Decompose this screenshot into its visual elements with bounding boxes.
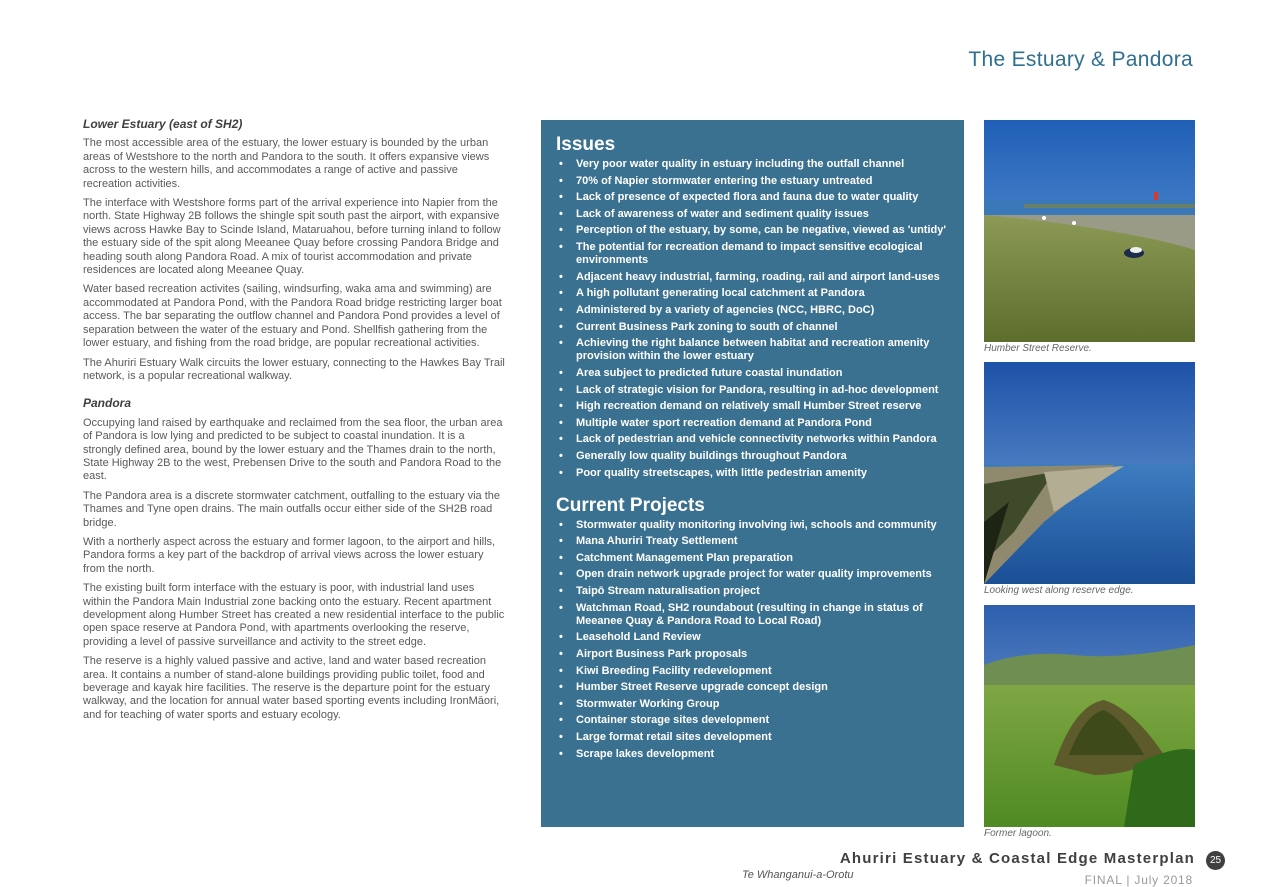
list-item: • Watchman Road, SH2 roundabout (resulting in change in status of Meeanee Quay & Pandora Road to Local Road) bbox=[556, 602, 954, 628]
list-item: • Humber Street Reserve upgrade concept design bbox=[556, 681, 954, 694]
paragraph: The existing built form interface with the estuary is poor, with industrial land uses within the Pandora Main Industrial zone backing onto the estuary. Recent apartment development along Humber Street has created a new residential interface to the public open space reserve at Pandora Pond, with apartments overlooking the reserve, providing a level of passive surveillance and activity to the street edge. bbox=[83, 582, 505, 648]
list-item: • High recreation demand on relatively small Humber Street reserve bbox=[556, 400, 954, 413]
list-item: • Airport Business Park proposals bbox=[556, 648, 954, 661]
issues-heading: Issues bbox=[556, 134, 616, 155]
photo-reserve-edge bbox=[984, 362, 1195, 584]
issues-list bbox=[556, 158, 954, 480]
paragraph: The reserve is a highly valued passive and active, land and water based recreation area. It contains a number of stand-alone buildings providing public toilet, food and beverage and kayak hire facilities. The reserve is the departure point for the estuary walkway, and the location for annual water based sporting events including IronMāori, and for teaching of water sports and estuary ecology. bbox=[83, 655, 500, 721]
paragraph: Water based recreation activites (sailing, windsurfing, waka ama and swimming) are accommodated at Pandora Pond, with the Pandora Road bridge restricting larger boat access. The bar separating the outflow channel and Pandora Pond provides a level of separation between the water of the estuary and Pond. Shellfish gathering from the lower estuary, and fishing from the road bridge, are popular recreational activities. bbox=[83, 283, 502, 350]
list-item: • Large format retail sites development bbox=[556, 731, 954, 744]
list-item: • Adjacent heavy industrial, farming, roading, rail and airport land-uses bbox=[556, 271, 954, 284]
list-item: • Mana Ahuriri Treaty Settlement bbox=[556, 535, 954, 548]
list-item: • Area subject to predicted future coastal inundation bbox=[556, 367, 954, 380]
list-item: • Lack of strategic vision for Pandora, resulting in ad-hoc development bbox=[556, 384, 954, 397]
list-item: • Achieving the right balance between habitat and recreation amenity provision within the lower estuary bbox=[556, 337, 954, 363]
list-item: • Kiwi Breeding Facility redevelopment bbox=[556, 665, 954, 678]
lower-estuary-heading: Lower Estuary (east of SH2) bbox=[83, 117, 243, 131]
list-item: • Perception of the estuary, by some, can be negative, viewed as 'untidy' bbox=[556, 224, 954, 237]
list-item: • Container storage sites development bbox=[556, 714, 954, 727]
list-item: • Administered by a variety of agencies (NCC, HBRC, DoC) bbox=[556, 304, 954, 317]
list-item: • The potential for recreation demand to impact sensitive ecological environments bbox=[556, 241, 954, 267]
list-item: • Lack of awareness of water and sediment quality issues bbox=[556, 208, 954, 221]
paragraph: The most accessible area of the estuary, the lower estuary is bounded by the urban areas of Westshore to the north and Pandora to the south. It offers expansive views across to the western hills, and accommodates a range of active and passive recreation activities. bbox=[83, 137, 490, 190]
list-item: • Lack of pedestrian and vehicle connectivity networks within Pandora bbox=[556, 433, 954, 446]
list-item: • Stormwater quality monitoring involving iwi, schools and community bbox=[556, 519, 954, 532]
list-item: • Lack of presence of expected flora and fauna due to water quality bbox=[556, 191, 954, 204]
list-item: • Catchment Management Plan preparation bbox=[556, 552, 954, 565]
list-item: • Scrape lakes development bbox=[556, 748, 954, 761]
current-projects-heading: Current Projects bbox=[556, 494, 705, 516]
photo-caption: Former lagoon. bbox=[984, 828, 1052, 839]
paragraph: With a northerly aspect across the estuary and former lagoon, to the airport and hills, Pandora forms a key part of the backdrop of arrival views across the lower estuary from the north. bbox=[83, 535, 496, 575]
photo-caption: Humber Street Reserve. bbox=[984, 343, 1092, 354]
list-item: • Current Business Park zoning to south of channel bbox=[556, 321, 954, 334]
paragraph: The interface with Westshore forms part of the arrival experience into Napier from the north. State Highway 2B follows the shingle spit south past the airport, with expansive views across Hawke Bay to Scinde Island, Mataruahou, before turning inland to follow the estuary side of the spit along Meeanee Quay before crossing Pandora Bridge and heading south along Pandora Road. A mix of tourist accommodation and private residences are located along Meeanee Quay. bbox=[83, 197, 501, 277]
list-item: • A high pollutant generating local catchment at Pandora bbox=[556, 287, 954, 300]
document-title: Ahuriri Estuary & Coastal Edge Masterplan bbox=[839, 850, 1195, 867]
paragraph: The Ahuriri Estuary Walk circuits the lower estuary, connecting to the Hawkes Bay Trail network, is a popular recreational walkway. bbox=[83, 356, 505, 382]
list-item: • Stormwater Working Group bbox=[556, 698, 954, 711]
list-item: • Taipō Stream naturalisation project bbox=[556, 585, 954, 598]
document-subtitle: Te Whanganui-a-Orotu bbox=[742, 869, 854, 881]
paragraph: Occupying land raised by earthquake and reclaimed from the sea floor, the urban area of Pandora is low lying and predicted to be subject to coastal inundation. It is a strongly defined area, bound by the lower estuary and the Thames drain to the north, State Highway 2B to the west, Prebensen Drive to the south and Pandora Road to the east. bbox=[83, 416, 503, 483]
page-header-title: The Estuary & Pandora bbox=[968, 48, 1193, 71]
list-item: • Multiple water sport recreation demand at Pandora Pond bbox=[556, 417, 954, 430]
photo-humber-street-reserve bbox=[984, 120, 1195, 342]
list-item: • Open drain network upgrade project for water quality improvements bbox=[556, 568, 954, 581]
photo-caption: Looking west along reserve edge. bbox=[984, 585, 1134, 596]
list-item: • Leasehold Land Review bbox=[556, 631, 954, 644]
list-item: • 70% of Napier stormwater entering the estuary untreated bbox=[556, 175, 954, 188]
document-status: FINAL | July 2018 bbox=[1084, 873, 1193, 887]
list-item: • Poor quality streetscapes, with little pedestrian amenity bbox=[556, 467, 954, 480]
pandora-heading: Pandora bbox=[83, 396, 132, 411]
photo-former-lagoon bbox=[984, 605, 1195, 827]
list-item: • Very poor water quality in estuary including the outfall channel bbox=[556, 158, 954, 171]
issues-projects-panel bbox=[541, 120, 964, 827]
page-number-badge: 25 bbox=[1206, 851, 1225, 870]
paragraph: The Pandora area is a discrete stormwater catchment, outfalling to the estuary via the Thames and Tyne open drains. The main outfalls occur either side of the SH2B road bridge. bbox=[83, 489, 500, 529]
projects-list bbox=[556, 519, 954, 761]
body-text-column bbox=[83, 118, 505, 728]
list-item: • Generally low quality buildings throughout Pandora bbox=[556, 450, 954, 463]
